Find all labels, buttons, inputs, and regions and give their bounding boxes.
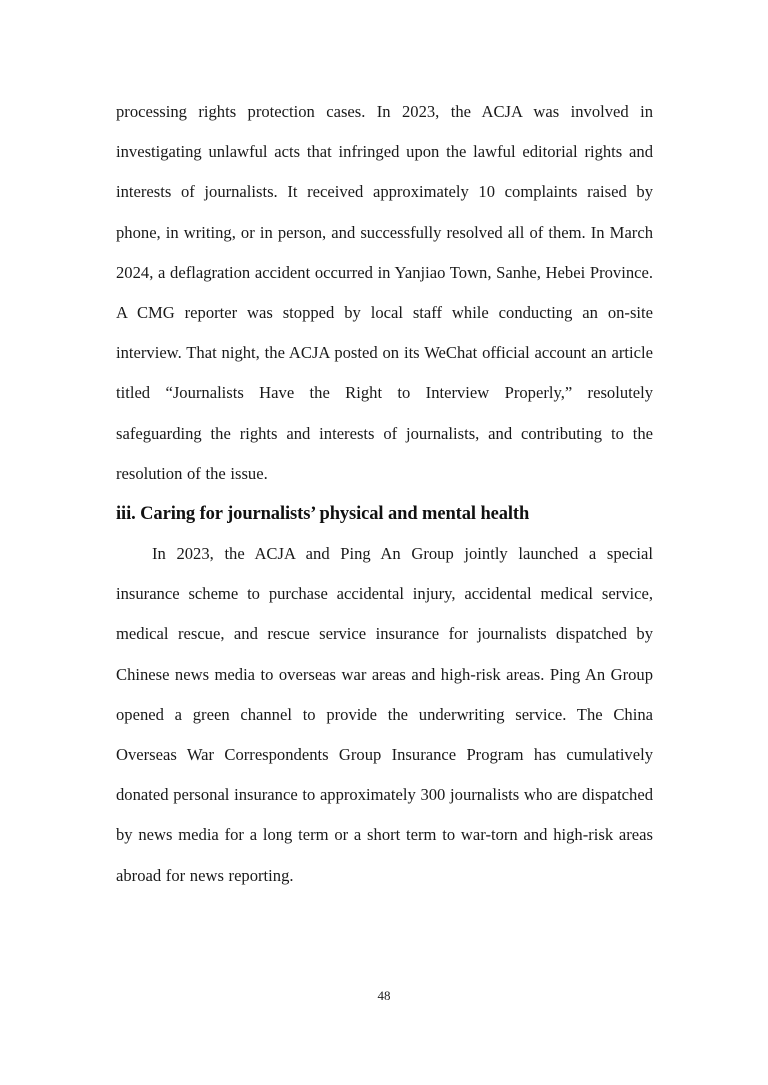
body-paragraph-insurance: In 2023, the ACJA and Ping An Group jointly launched a special insurance scheme to purchase accidental injury, accidental medical service, medical rescue, and rescue service insurance for journalists dispatched by Chinese news media to overseas war areas and high-risk areas. Ping An Group opened a green channel to provide the underwriting service. The China Overseas War Correspondents Group Insurance Program has cumulatively donated personal insurance to approximately 300 journalists who are dispatched by news media for a long term or a short term to war-torn and high-risk areas abroad for news reporting.	[116, 544, 653, 885]
body-paragraph-rights-protection: processing rights protection cases. In 2023, the ACJA was involved in investigating unlawful acts that infringed upon the lawful editorial rights and interests of journalists. It received approximately 10 complaints raised by phone, in writing, or in person, and successfully resolved all of them. In March 2024, a deflagration accident occurred in Yanjiao Town, Sanhe, Hebei Province. A CMG reporter was stopped by local staff while conducting an on-site interview. That night, the ACJA posted on its WeChat official account an article titled “Journalists Have the Right to Interview Properly,” resolutely safeguarding the rights and interests of journalists, and contributing to the resolution of the issue.	[116, 102, 653, 483]
page-body	[116, 92, 653, 896]
section-heading: iii. Caring for journalists’ physical and mental health	[116, 504, 530, 525]
page-number: 48	[377, 988, 391, 1003]
